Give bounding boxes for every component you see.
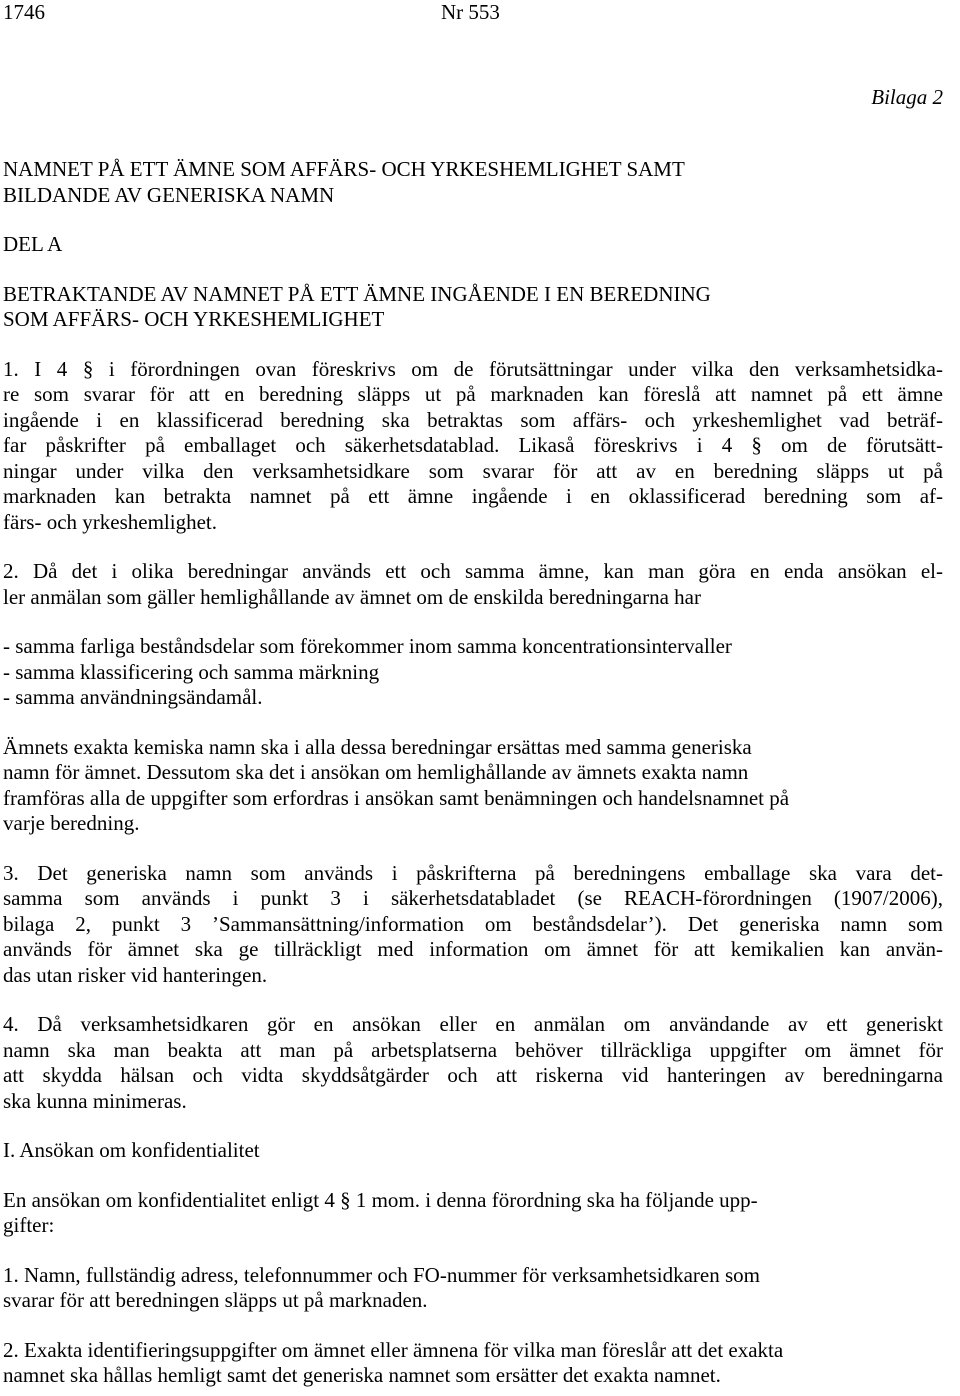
paragraph-1: 1. I 4 § i förordningen ovan föreskrivs om de förutsättningar under vilka den verksamhetsidka- re som svarar för att en beredning släpps ut på marknaden kan föreslå att namnet på ett ämne ingående i en klassificerad beredning ska betraktas som affärs- och yrkeshemlighet vad beträf- far påskrifter på emballaget och säkerhetsdatablad. Likaså föreskrivs i 4 § om de förutsätt- ningar under vilka den verksamhetsidkare som svarar för att av en beredning släpps ut på marknaden kan betrakta namnet på ett ämne ingående i en oklassificerad beredning som af- färs- och yrkeshemlighet. <box>3 356 943 534</box>
page-header <box>3 0 943 26</box>
issue-number: Nr 553 <box>441 0 500 24</box>
list-item: - samma klassificering och samma märkning <box>3 659 380 684</box>
annex-label: Bilaga 2 <box>871 85 943 109</box>
paragraph-2: 2. Då det i olika beredningar används ett och samma ämne, kan man göra en enda ansökan el- ler anmälan som gäller hemlighållande av ämnet om de enskilda beredningarna har <box>3 559 943 609</box>
paragraph-8: 2. Exakta identifieringsuppgifter om ämnet eller ämnena för vilka man föreslår att det exakta namnet ska hållas hemligt samt det generiska namnet som ersätter det exakta namnet. <box>3 1337 784 1387</box>
paragraph-7: 1. Namn, fullständig adress, telefonnummer och FO-nummer för verksamhetsidkaren som svarar för att beredningen släpps ut på marknaden. <box>3 1262 760 1312</box>
paragraph-3: Ämnets exakta kemiska namn ska i alla dessa beredningar ersättas med samma generiska namn för ämnet. Dessutom ska det i ansökan om hemlighållande av ämnets exakta namn framföras alla de uppgifter som erfordras i ansökan samt benämningen och handelsnamnet på varje beredning. <box>3 734 790 835</box>
criteria-list <box>3 634 943 711</box>
main-title: NAMNET PÅ ETT ÄMNE SOM AFFÄRS- OCH YRKESHEMLIGHET SAMT BILDANDE AV GENERISKA NAMN <box>3 157 685 207</box>
part-heading: DEL A <box>3 232 63 256</box>
section-title: BETRAKTANDE AV NAMNET PÅ ETT ÄMNE INGÅENDE I EN BEREDNING SOM AFFÄRS- OCH YRKESHEMLIGHET <box>3 281 711 331</box>
subheading-application: I. Ansökan om konfidentialitet <box>3 1138 260 1162</box>
document-body <box>3 157 943 1389</box>
list-item: - samma användningsändamål. <box>3 685 263 709</box>
paragraph-5: 4. Då verksamhetsidkaren gör en ansökan eller en anmälan om användande av ett generiskt namn ska man beakta att man på arbetsplatserna behöver tillräckliga uppgifter om ämnet för att skydda hälsan och vidta skyddsåtgärder och att riskerna vid hanteringen av beredningarna ska kunna minimeras. <box>3 1012 943 1113</box>
page-number: 1746 <box>3 0 45 24</box>
paragraph-4: 3. Det generiska namn som används i påskrifterna på beredningens emballage ska vara det- samma som används i punkt 3 i säkerhetsdatabladet (se REACH-förordningen (1907/2006), bilaga 2, punkt 3 ’Sammansättning/information om beståndsdelar’). Det generiska namn som används för ämnet ska ge tillräckligt med information om ämnet för att kemikalien kan använ- das utan risker vid hanteringen. <box>3 860 943 987</box>
list-item: - samma farliga beståndsdelar som förekommer inom samma koncentrationsintervaller <box>3 634 732 658</box>
paragraph-6: En ansökan om konfidentialitet enligt 4 § 1 mom. i denna förordning ska ha följande upp- gifter: <box>3 1187 758 1237</box>
